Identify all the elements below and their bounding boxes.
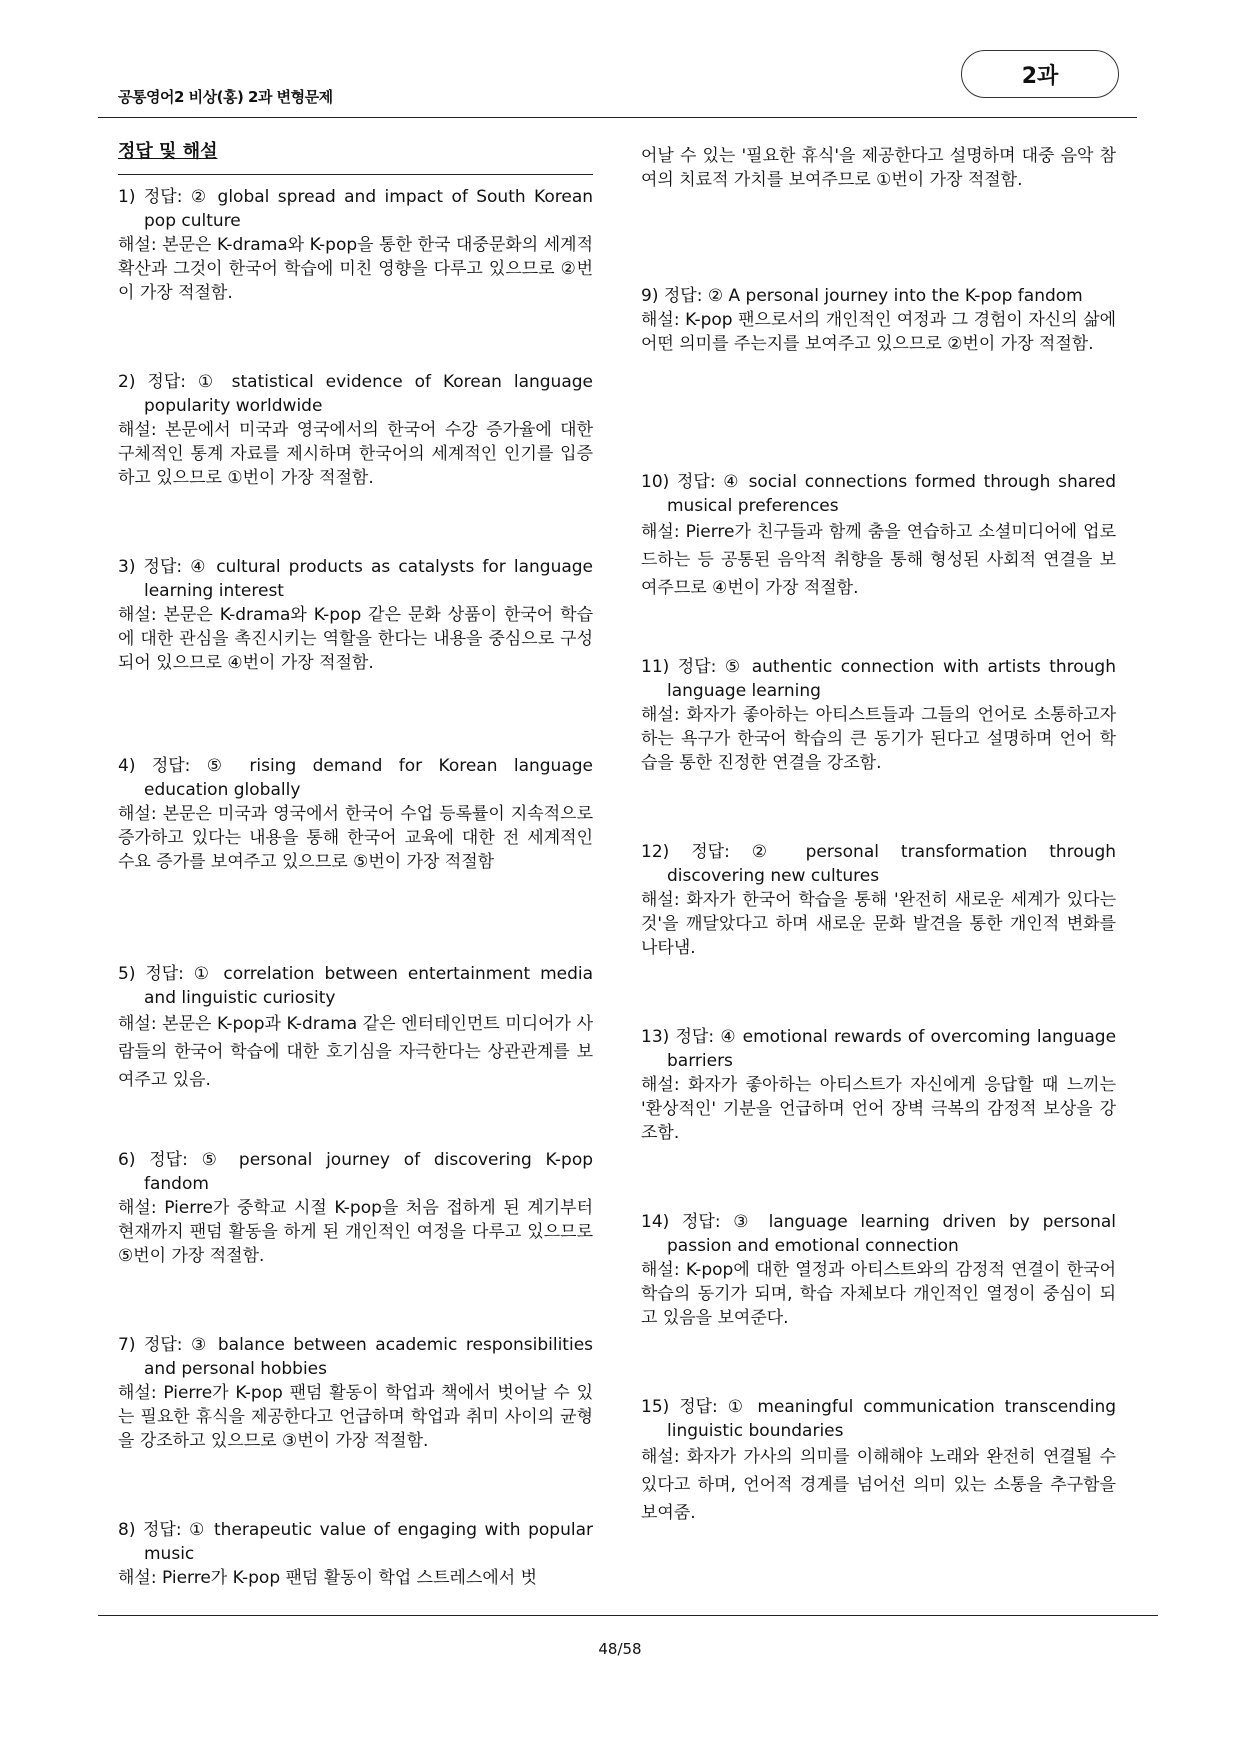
document-title: 공통영어2 비상(홍) 2과 변형문제 [118, 88, 333, 106]
left-column [118, 140, 594, 1588]
answer-item-2 [118, 370, 593, 490]
explanation-continuation: 어날 수 있는 '필요한 휴식'을 제공한다고 설명하며 대중 음악 참여의 치료적 가치를 보여주므로 ①번이 가장 적절함. [641, 146, 1116, 190]
answer-item-6 [118, 1148, 593, 1268]
explanation: 해설: Pierre가 친구들과 함께 춤을 연습하고 소셜미디어에 업로드하는 등 공통된 음악적 취향을 통해 형성된 사회적 연결을 보여주므로 ④번이 가장 적절함. [641, 522, 1116, 598]
page-number: 48/58 [598, 1640, 642, 1658]
answer-item-13 [641, 1025, 1116, 1145]
explanation: 해설: 화자가 좋아하는 아티스트가 자신에게 응답할 때 느끼는 '환상적인' 기분을 언급하며 언어 장벽 극복의 감정적 보상을 강조함. [641, 1075, 1116, 1143]
answer-item-1 [118, 185, 593, 305]
answer-line: 13) 정답: ④ emotional rewards of overcoming language barriers [641, 1027, 1117, 1071]
answer-item-11 [641, 655, 1116, 775]
explanation: 해설: 화자가 한국어 학습을 통해 '완전히 새로운 세계가 있다는 것'을 깨달았다고 하며 새로운 문화 발견을 통한 개인적 변화를 나타냄. [641, 890, 1116, 958]
answer-line: 6) 정답: ⑤ personal journey of discovering K-pop fandom [118, 1150, 594, 1194]
answer-line: 14) 정답: ③ language learning driven by personal passion and emotional connection [641, 1212, 1116, 1256]
explanation: 해설: Pierre가 중학교 시절 K-pop을 처음 접하게 된 계기부터 현재까지 팬덤 활동을 하게 된 개인적인 여정을 다루고 있으므로 ⑤번이 가장 적절함. [118, 1198, 593, 1266]
answer-item-8 [118, 1518, 593, 1590]
answer-item-3 [118, 555, 593, 675]
explanation: 해설: K-pop 팬으로서의 개인적인 여정과 그 경험이 자신의 삶에 어떤 의미를 주는지를 보여주고 있으므로 ②번이 가장 적절함. [641, 310, 1116, 354]
answer-line: 10) 정답: ④ social connections formed through shared musical preferences [641, 472, 1117, 516]
section-title: 정답 및 해설 [118, 140, 593, 175]
answer-line: 12) 정답: ② personal transformation through discovering new cultures [641, 842, 1117, 886]
footer-divider [98, 1615, 1158, 1616]
explanation: 해설: 본문은 K-drama와 K-pop을 통한 한국 대중문화의 세계적 확산과 그것이 한국어 학습에 미친 영향을 다루고 있으므로 ②번이 가장 적절함. [118, 235, 593, 303]
answer-line: 1) 정답: ② global spread and impact of South Korean pop culture [118, 187, 594, 231]
explanation: 해설: 화자가 가사의 의미를 이해해야 노래와 완전히 연결될 수 있다고 하며, 언어적 경계를 넘어선 의미 있는 소통을 추구함을 보여줌. [641, 1447, 1116, 1523]
explanation: 해설: 본문은 K-drama와 K-pop 같은 문화 상품이 한국어 학습에 대한 관심을 촉진시키는 역할을 한다는 내용을 중심으로 구성되어 있으므로 ④번이 가장 적절함. [118, 605, 593, 673]
answer-line: 9) 정답: ② A personal journey into the K-pop fandom [641, 286, 1083, 306]
explanation: 해설: 화자가 좋아하는 아티스트들과 그들의 언어로 소통하고자 하는 욕구가 한국어 학습의 큰 동기가 된다고 설명하며 언어 학습을 통한 진정한 연결을 강조함. [641, 705, 1116, 773]
chapter-badge: 2과 [961, 50, 1119, 98]
answer-item-7 [118, 1333, 593, 1453]
answer-line: 2) 정답: ① statistical evidence of Korean language popularity worldwide [118, 372, 593, 416]
explanation: 해설: Pierre가 K-pop 팬덤 활동이 학업과 책에서 벗어날 수 있는 필요한 휴식을 제공한다고 언급하며 학업과 취미 사이의 균형을 강조하고 있으므로 ③번이 가장 적절함. [118, 1383, 593, 1451]
explanation: 해설: 본문은 K-pop과 K-drama 같은 엔터테인먼트 미디어가 사람들의 한국어 학습에 대한 호기심을 자극한다는 상관관계를 보여주고 있음. [118, 1014, 593, 1090]
explanation: 해설: 본문에서 미국과 영국에서의 한국어 수강 증가율에 대한 구체적인 통계 자료를 제시하며 한국어의 세계적인 인기를 입증하고 있으므로 ①번이 가장 적절함. [118, 420, 593, 488]
answer-item-5 [118, 962, 593, 1094]
explanation: 해설: K-pop에 대한 열정과 아티스트와의 감정적 연결이 한국어 학습의 동기가 되며, 학습 자체보다 개인적인 열정이 중심이 되고 있음을 보여준다. [641, 1260, 1116, 1328]
answer-item-14 [641, 1210, 1116, 1330]
answer-line: 5) 정답: ① correlation between entertainment media and linguistic curiosity [118, 964, 594, 1008]
explanation: 해설: Pierre가 K-pop 팬덤 활동이 학업 스트레스에서 벗 [118, 1568, 538, 1588]
answer-item-12 [641, 840, 1116, 960]
answer-item-10 [641, 470, 1116, 602]
answer-line: 15) 정답: ① meaningful communication transcending linguistic boundaries [641, 1397, 1117, 1441]
answer-line: 4) 정답: ⑤ rising demand for Korean language education globally [118, 756, 593, 800]
header-divider [98, 117, 1137, 118]
answer-line: 7) 정답: ③ balance between academic responsibilities and personal hobbies [118, 1335, 594, 1379]
answer-line: 3) 정답: ④ cultural products as catalysts for language learning interest [118, 557, 594, 601]
explanation: 해설: 본문은 미국과 영국에서 한국어 수업 등록률이 지속적으로 증가하고 있다는 내용을 통해 한국어 교육에 대한 전 세계적인 수요 증가를 보여주고 있으므로 ⑤번이 가장 적절함 [118, 804, 593, 872]
answer-item-4 [118, 754, 593, 874]
answer-item-15 [641, 1395, 1116, 1527]
answer-item-9 [641, 284, 1116, 356]
answer-line: 11) 정답: ⑤ authentic connection with artists through language learning [641, 657, 1116, 701]
answer-line: 8) 정답: ① therapeutic value of engaging with popular music [118, 1520, 593, 1564]
